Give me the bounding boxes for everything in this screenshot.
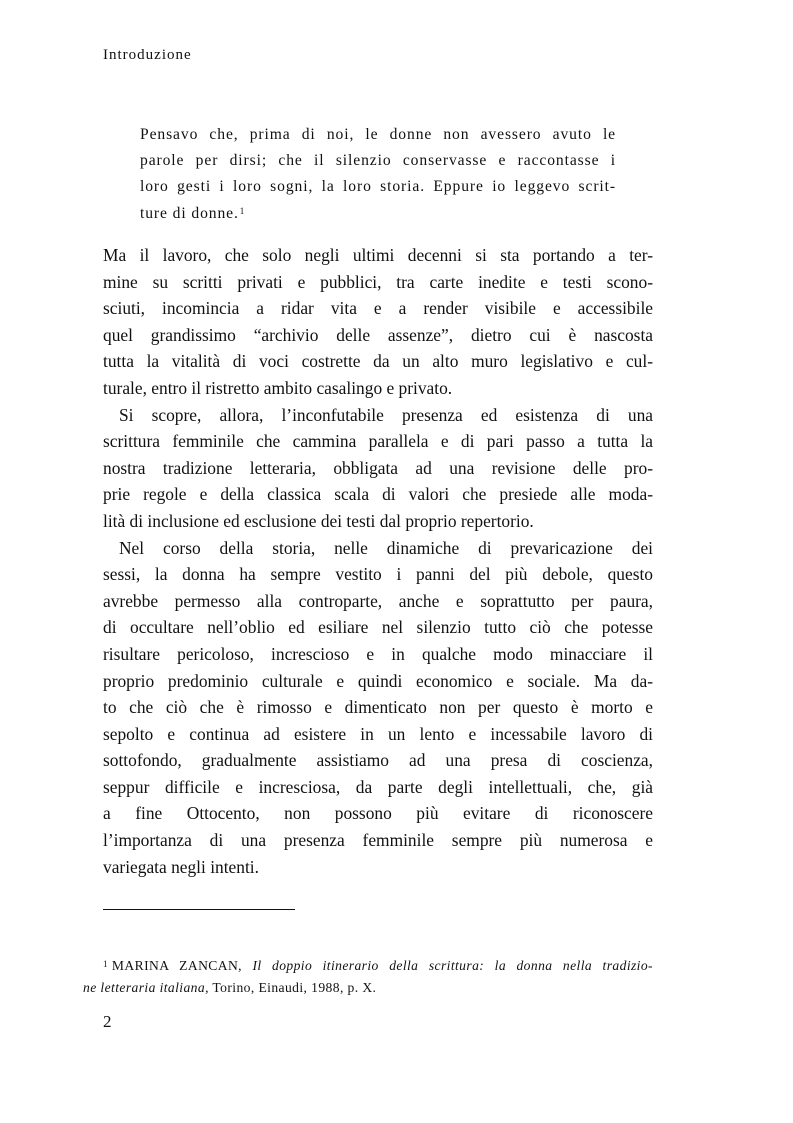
footnote-title-part2: ne letteraria italiana bbox=[83, 979, 206, 995]
epigraph-quote bbox=[140, 122, 616, 227]
body-line: Si scopre, allora, l’inconfutabile presenza ed esistenza di una bbox=[119, 404, 653, 425]
footnote-separator bbox=[103, 909, 295, 910]
body-line: prie regole e della classica scala di valori che presiede alle moda- bbox=[103, 484, 653, 505]
body-line: sessi, la donna ha sempre vestito i panni del più debole, questo bbox=[103, 564, 653, 585]
footnote bbox=[83, 955, 653, 998]
footnote-title-part1: Il doppio itinerario della scrittura: la donna nella tradizio- bbox=[252, 958, 653, 973]
body-line: risultare pericoloso, increscioso e in qualche modo minacciare il bbox=[103, 643, 653, 664]
quote-line-text: ture di donne. bbox=[140, 204, 239, 222]
body-line: sottofondo, gradualmente assistiamo ad una presa di coscienza, bbox=[103, 750, 653, 771]
body-line: sciuti, incomincia a ridar vita e a render visibile e accessibile bbox=[103, 298, 653, 319]
body-line: variegata negli intenti. bbox=[103, 856, 259, 877]
footnote-publication: , Torino, Einaudi, 1988, p. X. bbox=[205, 979, 377, 995]
body-line: l’importanza di una presenza femminile sempre più numerosa e bbox=[103, 830, 653, 851]
body-line: lità di inclusione ed esclusione dei testi dal proprio repertorio. bbox=[103, 510, 534, 531]
body-line: a fine Ottocento, non possono più evitare di riconoscere bbox=[103, 803, 653, 824]
body-line: Ma il lavoro, che solo negli ultimi decenni si sta portando a ter- bbox=[103, 245, 653, 265]
quote-line: loro gesti i loro sogni, la loro storia. Eppure io leggevo scrit- bbox=[140, 178, 616, 196]
quote-line: parole per dirsi; che il silenzio conservasse e raccontasse i bbox=[140, 152, 616, 170]
body-line: avrebbe permesso alla controparte, anche e soprattutto per paura, bbox=[103, 590, 653, 611]
body-line: to che ciò che è rimosso e dimenticato non per questo è morto e bbox=[103, 697, 653, 718]
footnote-author: MARINA ZANCAN, bbox=[111, 958, 242, 973]
body-line: mine su scritti privati e pubblici, tra carte inedite e testi scono- bbox=[103, 271, 653, 292]
body-text bbox=[103, 242, 653, 880]
body-line: di occultare nell’oblio ed esiliare nel silenzio tutto ciò che potesse bbox=[103, 617, 653, 638]
quote-line-last bbox=[140, 201, 616, 227]
footnote-line bbox=[83, 977, 653, 999]
body-line: scrittura femminile che cammina parallela e di pari passo a tutta la bbox=[103, 431, 653, 452]
running-header: Introduzione bbox=[103, 47, 192, 63]
body-line: seppur difficile e incresciosa, da parte degli intellettuali, che, già bbox=[103, 776, 653, 797]
footnote-number: 1 bbox=[103, 959, 108, 969]
body-line: proprio predominio culturale e quindi economico e sociale. Ma da- bbox=[103, 670, 653, 691]
body-line: nostra tradizione letteraria, obbligata ad una revisione delle pro- bbox=[103, 457, 653, 478]
page-number: 2 bbox=[103, 1012, 112, 1031]
body-line: turale, entro il ristretto ambito casalingo e privato. bbox=[103, 377, 453, 398]
body-line: Nel corso della storia, nelle dinamiche di prevaricazione dei bbox=[119, 537, 653, 558]
quote-line: Pensavo che, prima di noi, le donne non avessero avuto le bbox=[140, 126, 616, 143]
footnote-line bbox=[83, 955, 653, 977]
body-line: quel grandissimo “archivio delle assenze”, dietro cui è nascosta bbox=[103, 324, 653, 345]
footnote-reference[interactable]: 1 bbox=[239, 205, 246, 216]
body-line: sepolto e continua ad esistere in un lento e incessabile lavoro di bbox=[103, 723, 653, 744]
body-line: tutta la vitalità di voci costrette da un alto muro legislativo e cul- bbox=[103, 351, 653, 372]
